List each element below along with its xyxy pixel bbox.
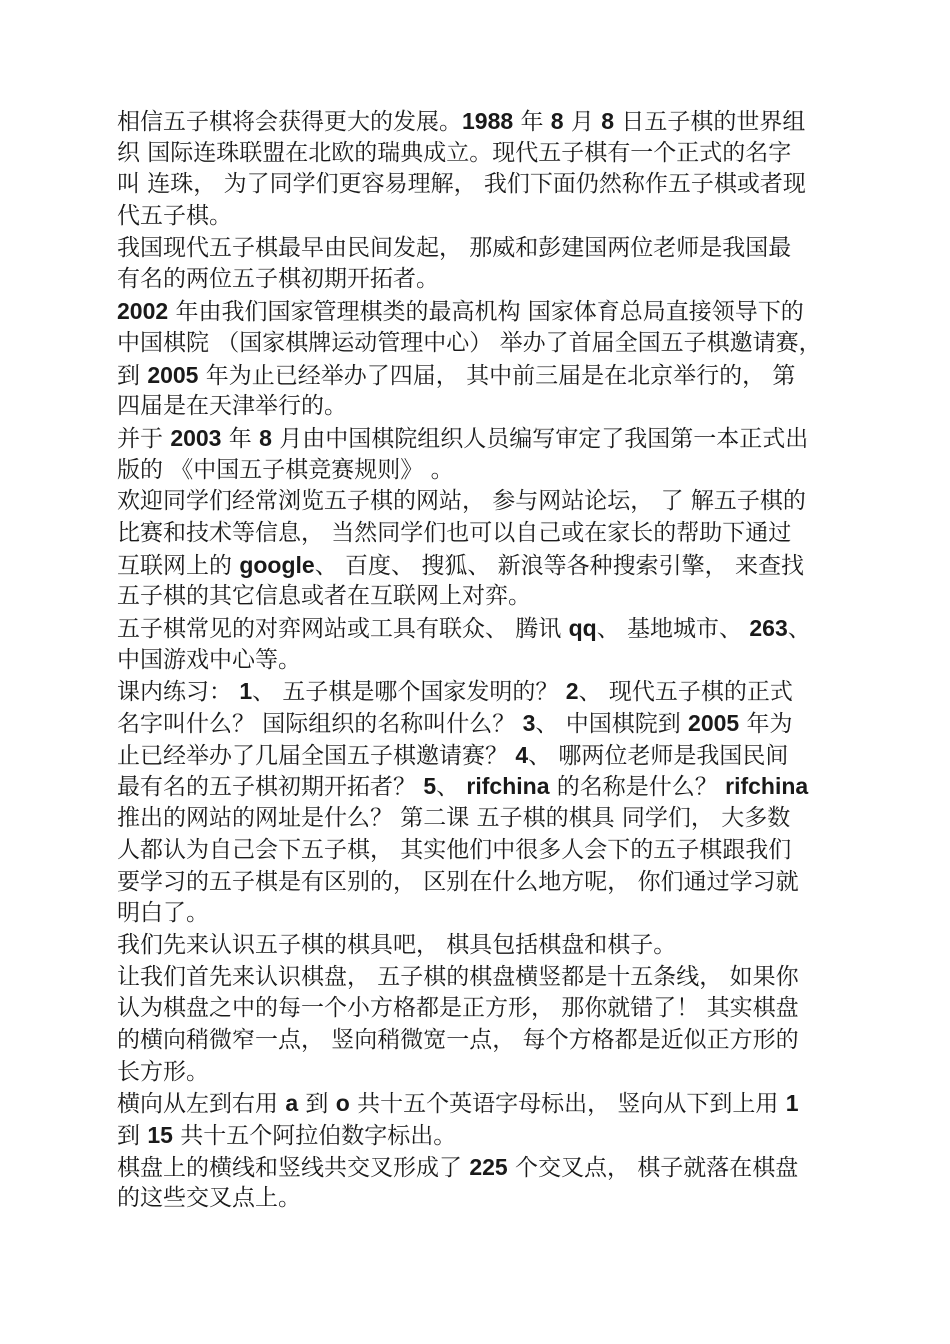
text-line — [117, 930, 852, 962]
text-run: 到 — [298, 1091, 336, 1118]
bold-number: 8 — [601, 108, 615, 134]
bold-number: 2005 — [147, 361, 199, 388]
text-line — [117, 423, 852, 455]
text-line — [117, 1025, 852, 1057]
text-run: 年为止已经举办了四届， 其中前三届是在北京举行的， 第 — [198, 362, 796, 389]
text-line — [117, 708, 852, 740]
bold-number: 2002 — [117, 298, 169, 325]
text-line — [117, 676, 852, 708]
text-line — [117, 518, 852, 550]
text-line — [117, 581, 852, 613]
text-line — [117, 550, 852, 582]
bold-number: rifchina — [725, 773, 809, 800]
bold-number: 2 — [565, 678, 579, 705]
text-run: 中国棋院 （国家棋牌运动管理中心） 举办了首届全国五子棋邀请赛， — [117, 329, 822, 356]
text-line — [117, 1057, 852, 1089]
text-run: 认为棋盘之中的每一个小方格都是正方形， 那你就错了！ 其实棋盘 — [117, 995, 799, 1022]
text-line — [117, 1088, 852, 1120]
bold-number: 1988 — [462, 108, 514, 134]
text-run: 课内练习： — [117, 679, 240, 706]
text-run: 年 — [221, 425, 260, 452]
text-line — [117, 264, 852, 296]
text-run: 、 基地城市、 — [596, 616, 750, 642]
text-run: 、 五子棋是哪个国家发明的？ — [252, 679, 566, 706]
bold-number: 2005 — [688, 710, 740, 737]
text-line — [117, 106, 852, 138]
text-run: 棋盘上的横线和竖线共交叉形成了 — [117, 1154, 470, 1181]
text-line — [117, 138, 852, 170]
text-line — [117, 455, 852, 487]
bold-number: 8 — [550, 108, 564, 134]
text-run: 、 — [787, 616, 811, 642]
text-run: 、 现代五子棋的正式 — [578, 679, 793, 706]
text-run: 、 百度、 搜狐、 新浪等各种搜索引擎， 来查找 — [314, 552, 804, 579]
text-run: 织 国际连珠联盟在北欧的瑞典成立。现代五子棋有一个正式的名字 — [117, 139, 792, 166]
text-run: 月 — [563, 109, 602, 135]
text-run: 到 — [117, 362, 148, 389]
text-run: 有名的两位五子棋初期开拓者。 — [117, 266, 439, 293]
text-line — [117, 1183, 852, 1215]
bold-number: rifchina — [466, 773, 550, 800]
text-line — [117, 993, 852, 1025]
text-run: 欢迎同学们经常浏览五子棋的网站， 参与网站论坛， 了 解五子棋的 — [117, 488, 806, 515]
bold-number: 8 — [259, 424, 272, 451]
text-run: 的这些交叉点上。 — [117, 1185, 301, 1212]
text-run: 年 — [513, 109, 551, 135]
bold-number: 225 — [469, 1153, 508, 1180]
text-run: 的横向稍微窄一点， 竖向稍微宽一点， 每个方格都是近似正方形的 — [117, 1026, 799, 1053]
text-run: 、 中国棋院到 — [535, 711, 689, 738]
text-run: 年由我们国家管理棋类的最高机构 国家体育总局直接领导下的 — [168, 299, 804, 326]
text-run: 五子棋常见的对弈网站或工具有联众、 腾讯 — [117, 616, 569, 642]
text-line — [117, 233, 852, 265]
text-run: 年为 — [739, 711, 793, 738]
text-run: 代五子棋。 — [117, 203, 232, 230]
bold-number: 263 — [749, 615, 788, 641]
text-run: 共十五个英语字母标出， 竖向从下到上用 — [349, 1091, 786, 1118]
bold-number: 3 — [522, 710, 536, 737]
text-run: 的名称是什么？ — [549, 774, 726, 801]
text-line — [117, 486, 852, 518]
text-line — [117, 867, 852, 899]
text-run: 并于 — [117, 425, 171, 452]
text-line — [117, 803, 852, 835]
bold-number: o — [335, 1090, 350, 1117]
text-run: 、 — [436, 774, 467, 801]
bold-number: 4 — [515, 741, 529, 768]
text-run: 明白了。 — [117, 900, 209, 927]
text-run: 止已经举办了几届全国五子棋邀请赛？ — [117, 742, 516, 769]
text-run: 我们先来认识五子棋的棋具吧， 棋具包括棋盘和棋子。 — [117, 931, 677, 958]
text-line — [117, 835, 852, 867]
text-run: 横向从左到右用 — [117, 1091, 286, 1118]
text-line — [117, 898, 852, 930]
text-run: 版的 《中国五子棋竞赛规则》 。 — [117, 456, 454, 483]
text-line — [117, 645, 852, 677]
text-run: 我国现代五子棋最早由民间发起， 那威和彭建国两位老师是我国最 — [117, 234, 792, 261]
text-line — [117, 391, 852, 423]
bold-number: google — [239, 551, 315, 578]
bold-number: 5 — [423, 773, 437, 800]
text-run: 互联网上的 — [117, 552, 240, 579]
text-line — [117, 360, 852, 392]
text-run: 到 — [117, 1123, 148, 1149]
text-run: 人都认为自己会下五子棋， 其实他们中很多人会下的五子棋跟我们 — [117, 836, 792, 863]
text-run: 五子棋的其它信息或者在互联网上对弈。 — [117, 583, 531, 610]
bold-number: 15 — [147, 1122, 173, 1148]
text-run: 中国游戏中心等。 — [117, 646, 301, 673]
text-run: 相信五子棋将会获得更大的发展。 — [117, 109, 462, 135]
bold-number: qq — [568, 615, 597, 641]
text-run: 让我们首先来认识棋盘， 五子棋的棋盘横竖都是十五条线， 如果你 — [117, 963, 799, 990]
text-line — [117, 771, 852, 803]
text-line — [117, 328, 852, 360]
text-run: 四届是在天津举行的。 — [117, 393, 347, 420]
text-run: 叫 连珠， 为了同学们更容易理解， 我们下面仍然称作五子棋或者现 — [117, 171, 806, 198]
text-run: 名字叫什么？ 国际组织的名称叫什么？ — [117, 711, 523, 738]
document-body-text — [117, 106, 852, 1215]
text-run: 长方形。 — [117, 1058, 209, 1085]
text-run: 月由中国棋院组织人员编写审定了我国第一本正式出 — [271, 425, 809, 452]
text-line — [117, 296, 852, 328]
text-line — [117, 613, 852, 645]
text-run: 推出的网站的网址是什么？ 第二课 五子棋的棋具 同学们， 大多数 — [117, 805, 791, 832]
text-line — [117, 740, 852, 772]
text-line — [117, 169, 852, 201]
bold-number: 1 — [785, 1090, 799, 1117]
text-line — [117, 1120, 852, 1152]
text-run: 日五子棋的世界组 — [614, 109, 806, 135]
text-run: 要学习的五子棋是有区别的， 区别在什么地方呢， 你们通过学习就 — [117, 868, 799, 895]
text-run: 个交叉点， 棋子就落在棋盘 — [507, 1154, 799, 1181]
bold-number: 2003 — [170, 424, 222, 451]
text-run: 共十五个阿拉伯数字标出。 — [172, 1123, 457, 1149]
text-run: 最有名的五子棋初期开拓者？ — [117, 774, 424, 801]
text-line — [117, 1152, 852, 1184]
text-line — [117, 962, 852, 994]
bold-number: a — [285, 1090, 299, 1117]
text-run: 比赛和技术等信息， 当然同学们也可以自己或在家长的帮助下通过 — [117, 519, 792, 546]
bold-number: 1 — [239, 678, 253, 705]
text-run: 、 哪两位老师是我国民间 — [528, 742, 789, 769]
text-line — [117, 201, 852, 233]
